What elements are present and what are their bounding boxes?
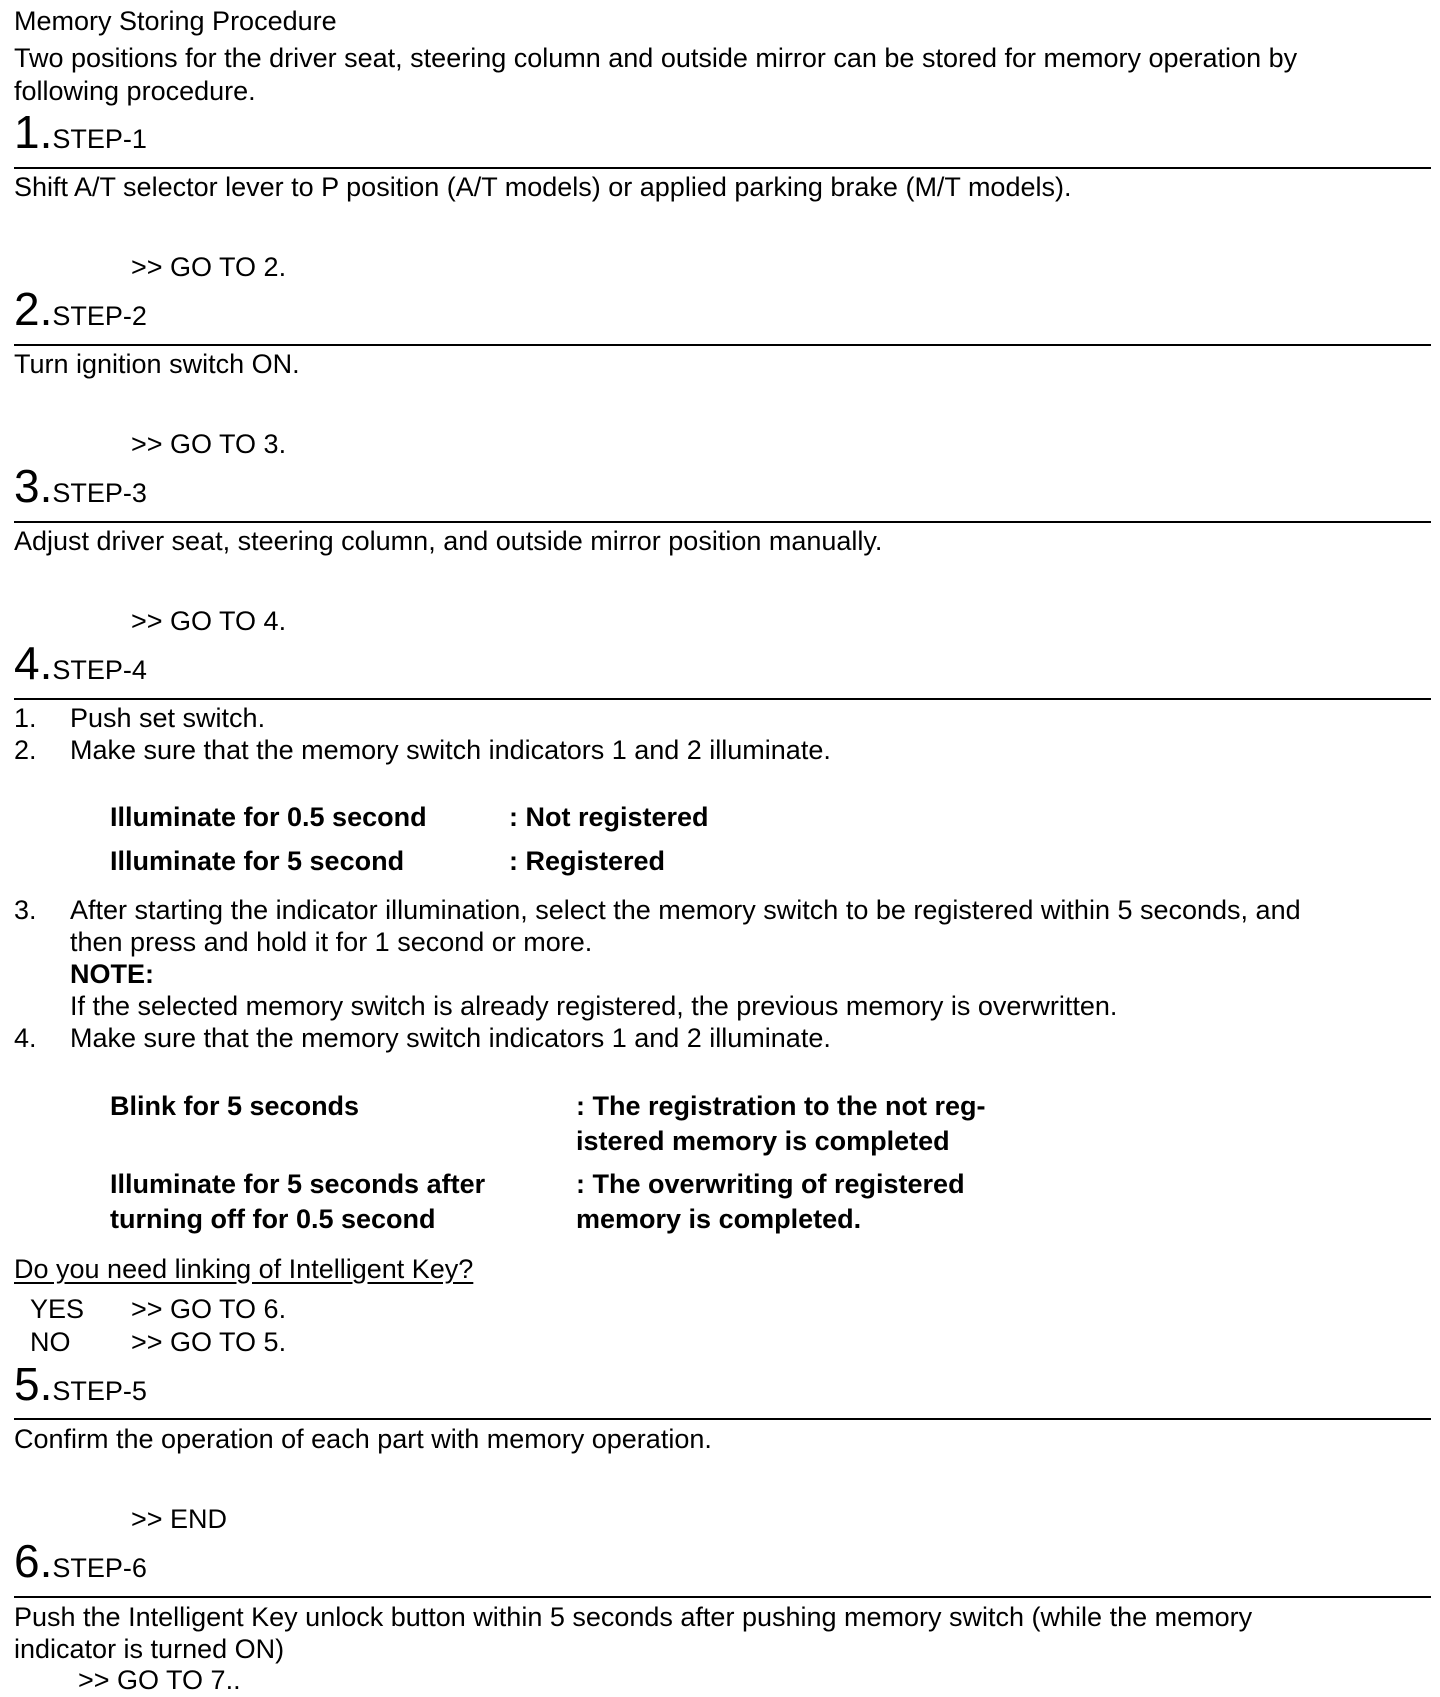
indicator-result: : Registered xyxy=(509,846,666,876)
step-6-body-continued: indicator is turned ON) xyxy=(14,1634,285,1664)
answer-no: NO xyxy=(30,1327,71,1357)
step-label: STEP-4 xyxy=(52,655,147,685)
step-1-goto: >> GO TO 2. xyxy=(131,252,287,282)
step-number: 1. xyxy=(14,106,53,158)
step-number: 4. xyxy=(14,637,53,689)
note-label: NOTE: xyxy=(70,959,154,989)
result-description: istered memory is completed xyxy=(576,1126,950,1156)
step-label: STEP-2 xyxy=(52,301,147,331)
step-5-body: Confirm the operation of each part with memory operation. xyxy=(14,1424,712,1454)
step-number: 5. xyxy=(14,1358,53,1410)
step-label: STEP-3 xyxy=(52,478,147,508)
step-1-body: Shift A/T selector lever to P position (A/T models) or applied parking brake (M/T models). xyxy=(14,172,1072,202)
step-3-heading xyxy=(14,461,147,511)
step-4-heading xyxy=(14,638,147,688)
answer-yes-goto: >> GO TO 6. xyxy=(131,1294,287,1324)
list-item-number: 3. xyxy=(14,895,37,925)
step-divider xyxy=(14,344,1431,346)
result-description: : The overwriting of registered xyxy=(576,1169,965,1199)
step-divider xyxy=(14,167,1431,169)
list-item-continued: then press and hold it for 1 second or more. xyxy=(70,927,593,957)
step-6-body: Push the Intelligent Key unlock button within 5 seconds after pushing memory switch (while the memory xyxy=(14,1602,1253,1632)
intro-line-2: following procedure. xyxy=(14,76,256,106)
step-label: STEP-5 xyxy=(52,1376,147,1406)
list-item: Push set switch. xyxy=(70,703,266,733)
list-item: Make sure that the memory switch indicators 1 and 2 illuminate. xyxy=(70,1023,831,1053)
step-divider xyxy=(14,1418,1431,1420)
result-description: : The registration to the not reg- xyxy=(576,1091,986,1121)
step-6-goto: >> GO TO 7.. xyxy=(78,1665,241,1695)
step-label: STEP-6 xyxy=(52,1553,147,1583)
list-item-number: 4. xyxy=(14,1023,37,1053)
step-number: 3. xyxy=(14,460,53,512)
step-divider xyxy=(14,1596,1431,1598)
decision-question: Do you need linking of Intelligent Key? xyxy=(14,1254,474,1284)
page-title: Memory Storing Procedure xyxy=(14,6,337,36)
indicator-condition: Illuminate for 0.5 second xyxy=(110,802,427,832)
step-3-body: Adjust driver seat, steering column, and outside mirror position manually. xyxy=(14,526,883,556)
intro-line-1: Two positions for the driver seat, steering column and outside mirror can be stored for memory operation by xyxy=(14,43,1298,73)
step-3-goto: >> GO TO 4. xyxy=(131,606,287,636)
step-divider xyxy=(14,698,1431,700)
step-number: 6. xyxy=(14,1535,53,1587)
step-divider xyxy=(14,521,1431,523)
step-label: STEP-1 xyxy=(52,124,147,154)
result-condition: Illuminate for 5 seconds after xyxy=(110,1169,486,1199)
indicator-condition: Illuminate for 5 second xyxy=(110,846,405,876)
answer-yes: YES xyxy=(30,1294,85,1324)
step-2-body: Turn ignition switch ON. xyxy=(14,349,300,379)
step-5-goto: >> END xyxy=(131,1504,228,1534)
note-text: If the selected memory switch is already registered, the previous memory is overwritten. xyxy=(70,991,1118,1021)
answer-no-goto: >> GO TO 5. xyxy=(131,1327,287,1357)
step-1-heading xyxy=(14,107,147,157)
step-5-heading xyxy=(14,1359,147,1409)
list-item: After starting the indicator illumination, select the memory switch to be registered within 5 seconds, and xyxy=(70,895,1301,925)
step-2-goto: >> GO TO 3. xyxy=(131,429,287,459)
step-number: 2. xyxy=(14,283,53,335)
list-item-number: 1. xyxy=(14,703,37,733)
list-item-number: 2. xyxy=(14,735,37,765)
step-6-heading xyxy=(14,1536,147,1586)
result-description: memory is completed. xyxy=(576,1204,862,1234)
list-item: Make sure that the memory switch indicators 1 and 2 illuminate. xyxy=(70,735,831,765)
indicator-result: : Not registered xyxy=(509,802,709,832)
result-condition: Blink for 5 seconds xyxy=(110,1091,360,1121)
result-condition: turning off for 0.5 second xyxy=(110,1204,436,1234)
step-2-heading xyxy=(14,284,147,334)
